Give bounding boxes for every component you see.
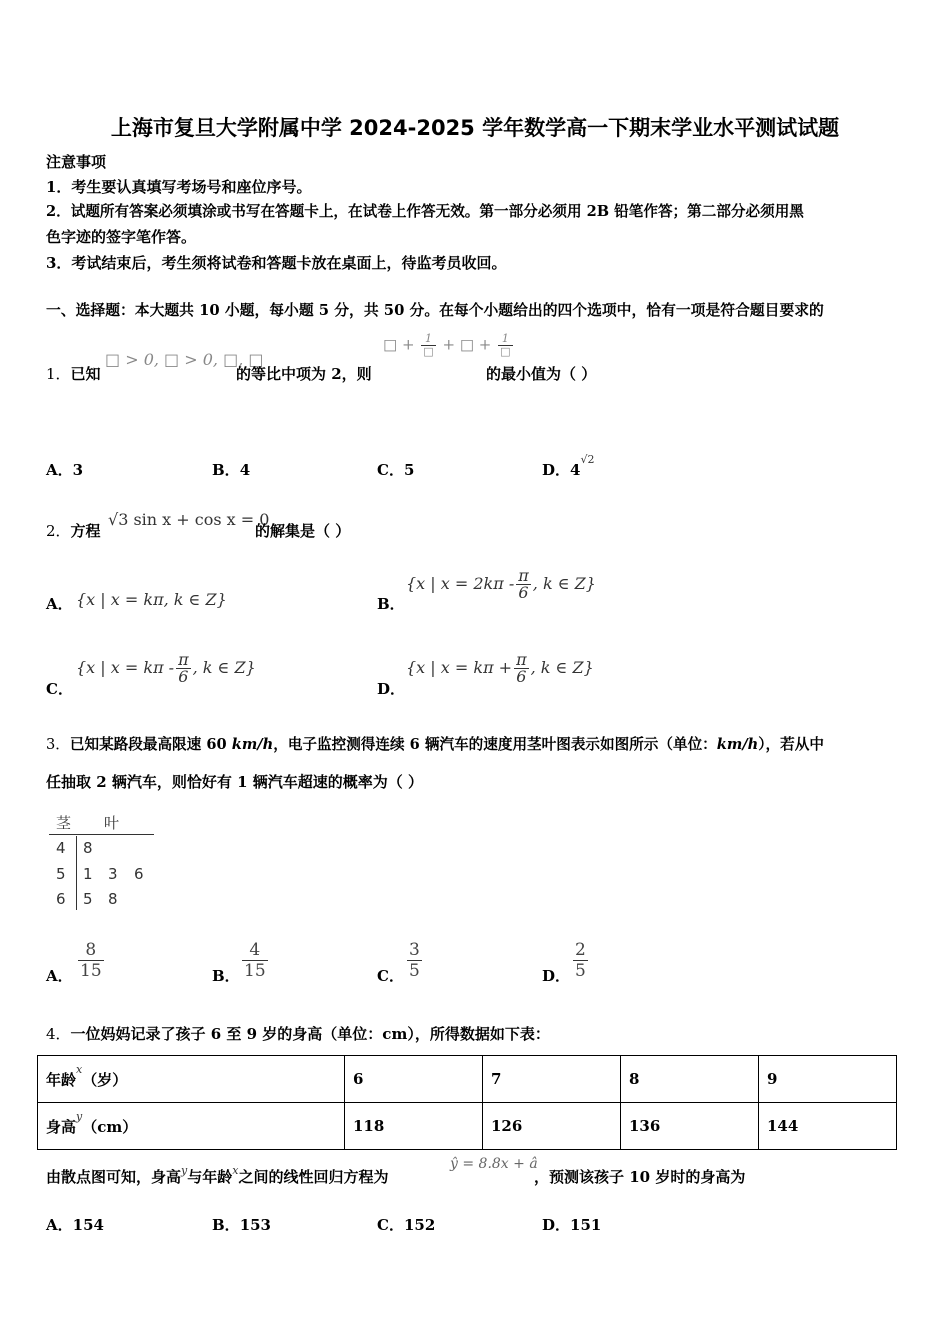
option-label: D． [542,1216,571,1234]
frac-num: π [516,650,527,669]
frac-num: 8 [78,940,104,961]
math-part: {x | x = kπ - [76,658,175,677]
frac-den: 15 [80,961,102,981]
option-label: A． [46,461,73,479]
frac-den: 6 [518,583,529,602]
math-part: , k ∈ Z} [192,658,256,677]
table-cell: 6 [345,1056,483,1103]
option-label: A． [46,967,73,985]
section-heading: 一、选择题：本大题共 10 小题，每小题 5 分，共 50 分。在每个小题给出的四个选项中，恰有一项是符合题目要求的 [46,302,824,319]
q2-option-a-math[interactable]: {x | x = kπ, k ∈ Z} [76,590,227,609]
notice-item: 1．考生要认真填写考场号和座位序号。 [46,178,312,196]
option-value: 3 [72,461,84,479]
frac-num: 4 [242,940,268,961]
frac-den: 5 [409,961,420,981]
stem-value: 4 [56,839,66,857]
q1-condition: □ > 0, □ > 0, □, □ [105,350,264,369]
option-value: 5 [403,461,415,479]
q4-stem [46,1024,550,1044]
q1-option-b[interactable] [212,459,250,480]
q4-var-y: y [181,1164,188,1177]
q1-expr-part: + □ + [442,335,492,354]
table-cell: 136 [621,1103,759,1150]
frac-num: 3 [409,940,420,960]
option-label: A． [46,595,73,613]
table-row-header [38,1056,345,1103]
q4-option-b[interactable] [212,1214,271,1235]
q3-text: 已知某路段最高限速 60 [69,736,232,753]
frac-num: 2 [575,940,586,960]
q4-option-c[interactable] [377,1214,435,1235]
row-label: 年龄 [46,1070,77,1089]
stem-value: 5 [56,865,66,883]
option-value: 4 [239,461,251,479]
q2-option-b-math[interactable] [406,568,596,601]
math-part: {x | x = 2kπ - [406,574,515,593]
option-superscript: √2 [580,453,595,466]
option-label: C． [377,1216,404,1234]
q1-frac-num: 1 [421,333,435,346]
frac-num: π [178,650,189,669]
option-label: C． [46,680,73,698]
header-rule [49,834,154,835]
option-label: D． [542,461,571,479]
row-variable: x [76,1062,83,1076]
table-cell: 126 [483,1103,621,1150]
q2-option-a[interactable] [46,593,73,614]
q2-number: 2． [46,522,71,540]
math-part: , k ∈ Z} [532,574,596,593]
option-label: B． [377,595,405,613]
leaf-header: 叶 [104,814,120,832]
option-label: B． [212,461,240,479]
math-part: , k ∈ Z} [530,658,594,677]
q4-text: 由散点图可知，身高 [46,1168,182,1186]
q3-stem-line2: 任抽取 2 辆汽车，则恰好有 1 辆汽车超速的概率为（ ） [46,773,423,791]
leaf-value: 3 [108,865,118,883]
option-value: 153 [239,1216,271,1234]
data-table [37,1055,897,1150]
q3-number: 3． [46,736,70,753]
q3-option-d-frac[interactable] [571,940,590,981]
leaf-value: 6 [134,865,144,883]
q4-text: 与年龄 [187,1168,233,1186]
q2-option-b[interactable] [377,593,405,614]
table-cell: 144 [759,1103,897,1150]
q2-stem [46,521,101,541]
option-value: 4 [570,461,581,479]
q4-number: 4． [46,1025,71,1043]
option-label: C． [377,967,404,985]
q3-stem-line1 [46,735,824,755]
q4-text: ，预测该孩子 10 岁时的身高为 [534,1168,746,1186]
option-label: C． [377,461,404,479]
q2-option-d-math[interactable] [406,652,594,685]
q3-unit: km/h [231,736,274,753]
q2-option-c[interactable] [46,678,73,699]
table-cell: 118 [345,1103,483,1150]
notice-item: 3．考试结束后，考生须将试卷和答题卡放在桌面上，待监考员收回。 [46,254,507,272]
q1-option-c[interactable] [377,459,414,480]
row-variable: y [76,1109,83,1123]
q4-regression-equation: ŷ = 8.8x + â [450,1156,538,1172]
q1-text: 的最小值为（ ） [486,365,597,383]
q3-option-b-frac[interactable] [240,940,270,981]
math-part: {x | x = kπ + [406,658,513,677]
q1-stem [46,364,101,384]
q3-option-c-frac[interactable] [405,940,424,981]
stem-value: 6 [56,890,66,908]
q1-text: 已知 [70,365,101,383]
option-value: 151 [570,1216,602,1234]
q3-text: ，电子监控测得连续 6 辆汽车的速度用茎叶图表示如图所示（单位： [273,736,717,753]
q1-expression [383,333,515,358]
option-label: D． [542,967,571,985]
q3-text: ），若从中 [758,736,824,753]
q3-option-a[interactable] [46,965,73,986]
frac-den: 15 [244,961,266,981]
q2-text: 的解集是（ ） [255,522,351,540]
q4-text: 之间的线性回归方程为 [238,1168,389,1186]
q3-option-c[interactable] [377,965,404,986]
q4-option-a[interactable] [46,1214,104,1235]
notice-heading: 注意事项 [46,153,107,171]
q1-expr-part: □ + [383,335,415,354]
notice-item: 色字迹的签字笔作答。 [46,228,197,246]
table-cell: 9 [759,1056,897,1103]
q2-option-d[interactable] [377,678,405,699]
stem-header: 茎 [56,814,72,832]
q2-option-c-math[interactable] [76,652,256,685]
table-row [38,1103,897,1150]
q3-option-b[interactable] [212,965,240,986]
q4-var-x: x [232,1164,239,1177]
q4-followup [46,1164,389,1187]
row-label: 身高 [46,1117,77,1136]
q3-unit: km/h [716,736,759,753]
leaf-value: 8 [83,839,93,857]
leaf-value: 8 [108,890,118,908]
option-label: B． [212,967,240,985]
q1-frac-num: 1 [498,333,512,346]
option-value: 154 [72,1216,104,1234]
q4-text: 一位妈妈记录了孩子 6 至 9 岁的身高（单位：cm），所得数据如下表： [70,1025,550,1043]
q1-frac-den: □ [500,345,511,358]
q1-option-a[interactable] [46,459,83,480]
option-label: B． [212,1216,240,1234]
option-label: A． [46,1216,73,1234]
row-unit: （岁） [82,1070,128,1089]
q2-text: 方程 [70,522,101,540]
row-unit: （cm） [82,1117,138,1136]
q1-option-d[interactable] [542,453,595,480]
option-value: 152 [403,1216,436,1234]
page-title: 上海市复旦大学附属中学 2024-2025 学年数学高一下期末学业水平测试试题 [110,116,840,140]
stem-leaf-plot [46,810,154,910]
table-row [38,1056,897,1103]
q1-number: 1． [46,365,71,383]
frac-den: 6 [516,667,527,686]
option-label: D． [377,680,406,698]
frac-num: π [518,566,529,585]
q1-frac-den: □ [423,345,434,358]
leaf-value: 1 [83,865,93,883]
leaf-value: 5 [83,890,93,908]
table-cell: 8 [621,1056,759,1103]
q3-option-a-frac[interactable] [76,940,106,981]
stem-divider [76,836,77,910]
table-cell: 7 [483,1056,621,1103]
frac-den: 6 [178,667,189,686]
notice-item: 2．试题所有答案必须填涂或书写在答题卡上，在试卷上作答无效。第一部分必须用 2B 铅笔作答；第二部分必须用黑 [46,203,804,220]
frac-den: 5 [575,961,586,981]
q4-option-d[interactable] [542,1214,601,1235]
table-row-header [38,1103,345,1150]
q1-text: 的等比中项为 2，则 [236,365,372,383]
q3-option-d[interactable] [542,965,570,986]
q2-equation: √3 sin x + cos x = 0 [108,510,270,529]
